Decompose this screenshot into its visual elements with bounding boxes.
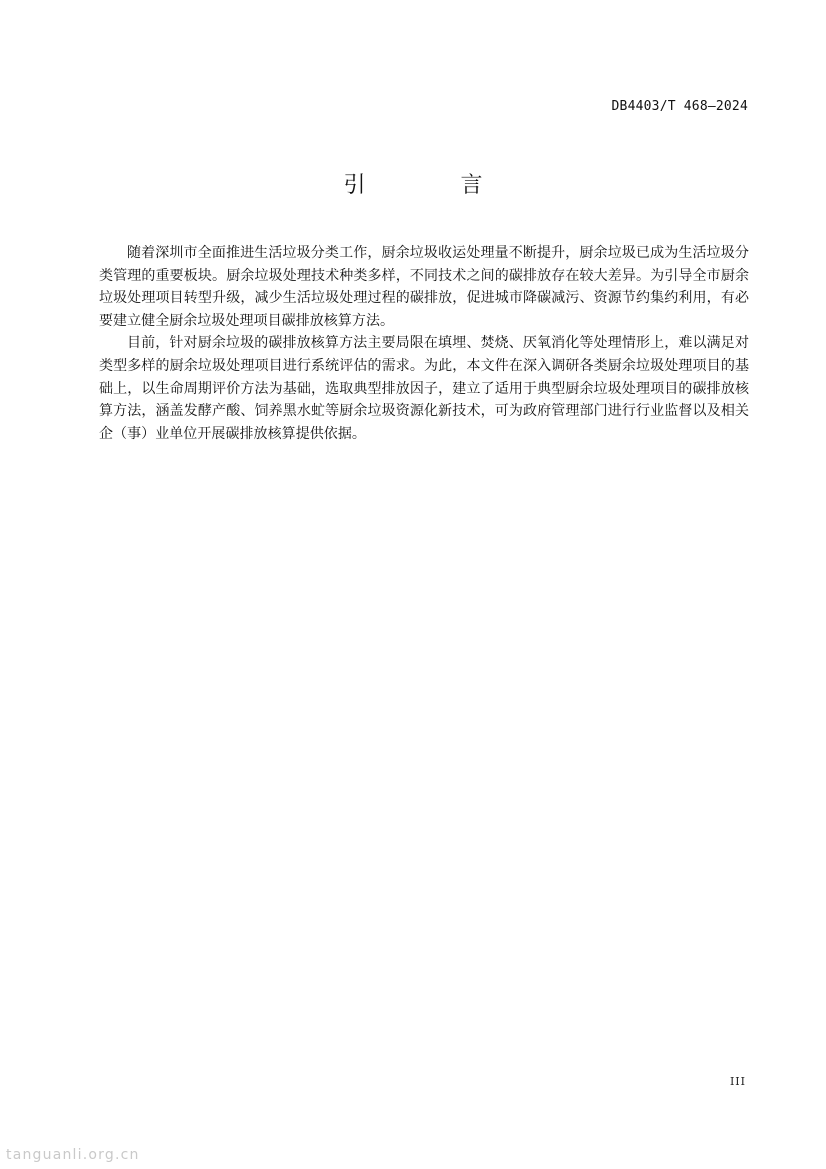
watermark: tanguanli.org.cn [6, 1147, 140, 1163]
body-text [99, 242, 749, 445]
page-number: III [729, 1075, 746, 1088]
paragraph-2: 目前，针对厨余垃圾的碳排放核算方法主要局限在填埋、焚烧、厌氧消化等处理情形上，难以满足对类型多样的厨余垃圾处理项目进行系统评估的需求。为此，本文件在深入调研各类厨余垃圾处理项目的基础上，以生命周期评价方法为基础，选取典型排放因子，建立了适用于典型厨余垃圾处理项目的碳排放核算方法，涵盖发酵产酸、饲养黑水虻等厨余垃圾资源化新技术，可为政府管理部门进行行业监督以及相关企（事）业单位开展碳排放核算提供依据。 [99, 335, 749, 442]
document-code: DB4403/T 468—2024 [611, 99, 748, 114]
section-title: 引 言 [343, 173, 527, 198]
paragraph-1: 随着深圳市全面推进生活垃圾分类工作，厨余垃圾收运处理量不断提升，厨余垃圾已成为生活垃圾分类管理的重要板块。厨余垃圾处理技术种类多样，不同技术之间的碳排放存在较大差异。为引导全市厨余垃圾处理项目转型升级，减少生活垃圾处理过程的碳排放，促进城市降碳减污、资源节约集约利用，有必要建立健全厨余垃圾处理项目碳排放核算方法。 [99, 245, 749, 329]
